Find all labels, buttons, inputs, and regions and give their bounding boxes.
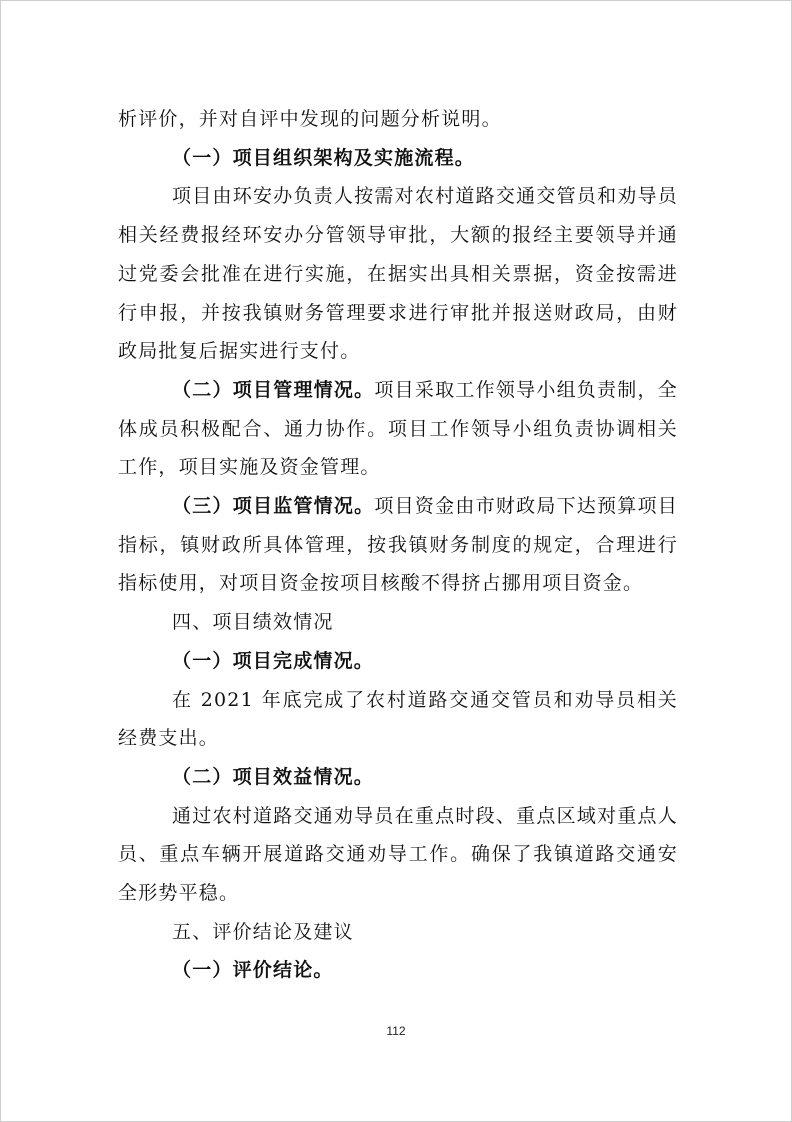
paragraph-text: 项目采取工作领导小组负责制，全体成员积极配合、通力协作。项目工作领导小组负责协调相关工作，项目实施及资金管理。 <box>118 378 678 479</box>
section-heading <box>118 758 678 797</box>
section-heading <box>118 642 678 681</box>
section-heading-text: （一）评价结论。 <box>172 959 334 982</box>
paragraph <box>118 681 678 758</box>
paragraph-text: 项目由环安办负责人按需对农村道路交通交管员和劝导员相关经费报经环安办分管领导审批，大额的报经主要领导并通过党委会批准在进行实施，在据实出具相关票据，资金按需进行申报，并按我镇财务管理要求进行审批并报送财政局，由财政局批复后据实进行支付。 <box>118 185 678 363</box>
chapter-heading-text: 五、评价结论及建议 <box>172 920 354 943</box>
inline-heading: （三）项目监管情况。 <box>172 495 375 518</box>
page-number: 112 <box>386 1024 406 1038</box>
section-heading-text: （二）项目效益情况。 <box>172 765 375 788</box>
paragraph-text: 通过农村道路交通劝导员在重点时段、重点区域对重点人员、重点车辆开展道路交通劝导工作。确保了我镇道路交通安全形势平稳。 <box>118 804 678 905</box>
section-heading-text: （一）项目完成情况。 <box>172 649 375 672</box>
paragraph-text: 项目资金由市财政局下达预算项目指标，镇财政所具体管理，按我镇财务制度的规定，合理进行指标使用，对项目资金按项目核酸不得挤占挪用项目资金。 <box>118 495 678 595</box>
chapter-heading-text: 四、项目绩效情况 <box>172 611 334 634</box>
paragraph-text: 析评价，并对自评中发现的问题分析说明。 <box>118 108 502 130</box>
paragraph <box>118 100 678 139</box>
section-heading <box>118 139 678 178</box>
document-body <box>118 100 678 990</box>
section-heading-text: （一）项目组织架构及实施流程。 <box>172 146 476 169</box>
chapter-heading <box>118 603 678 642</box>
paragraph <box>118 371 678 487</box>
paragraph-text: 在 2021 年底完成了农村道路交通交管员和劝导员相关经费支出。 <box>118 688 678 750</box>
chapter-heading <box>118 913 678 952</box>
paragraph <box>118 177 678 371</box>
paragraph <box>118 487 678 603</box>
inline-heading: （二）项目管理情况。 <box>172 378 375 401</box>
section-heading <box>118 951 678 990</box>
paragraph <box>118 797 678 913</box>
